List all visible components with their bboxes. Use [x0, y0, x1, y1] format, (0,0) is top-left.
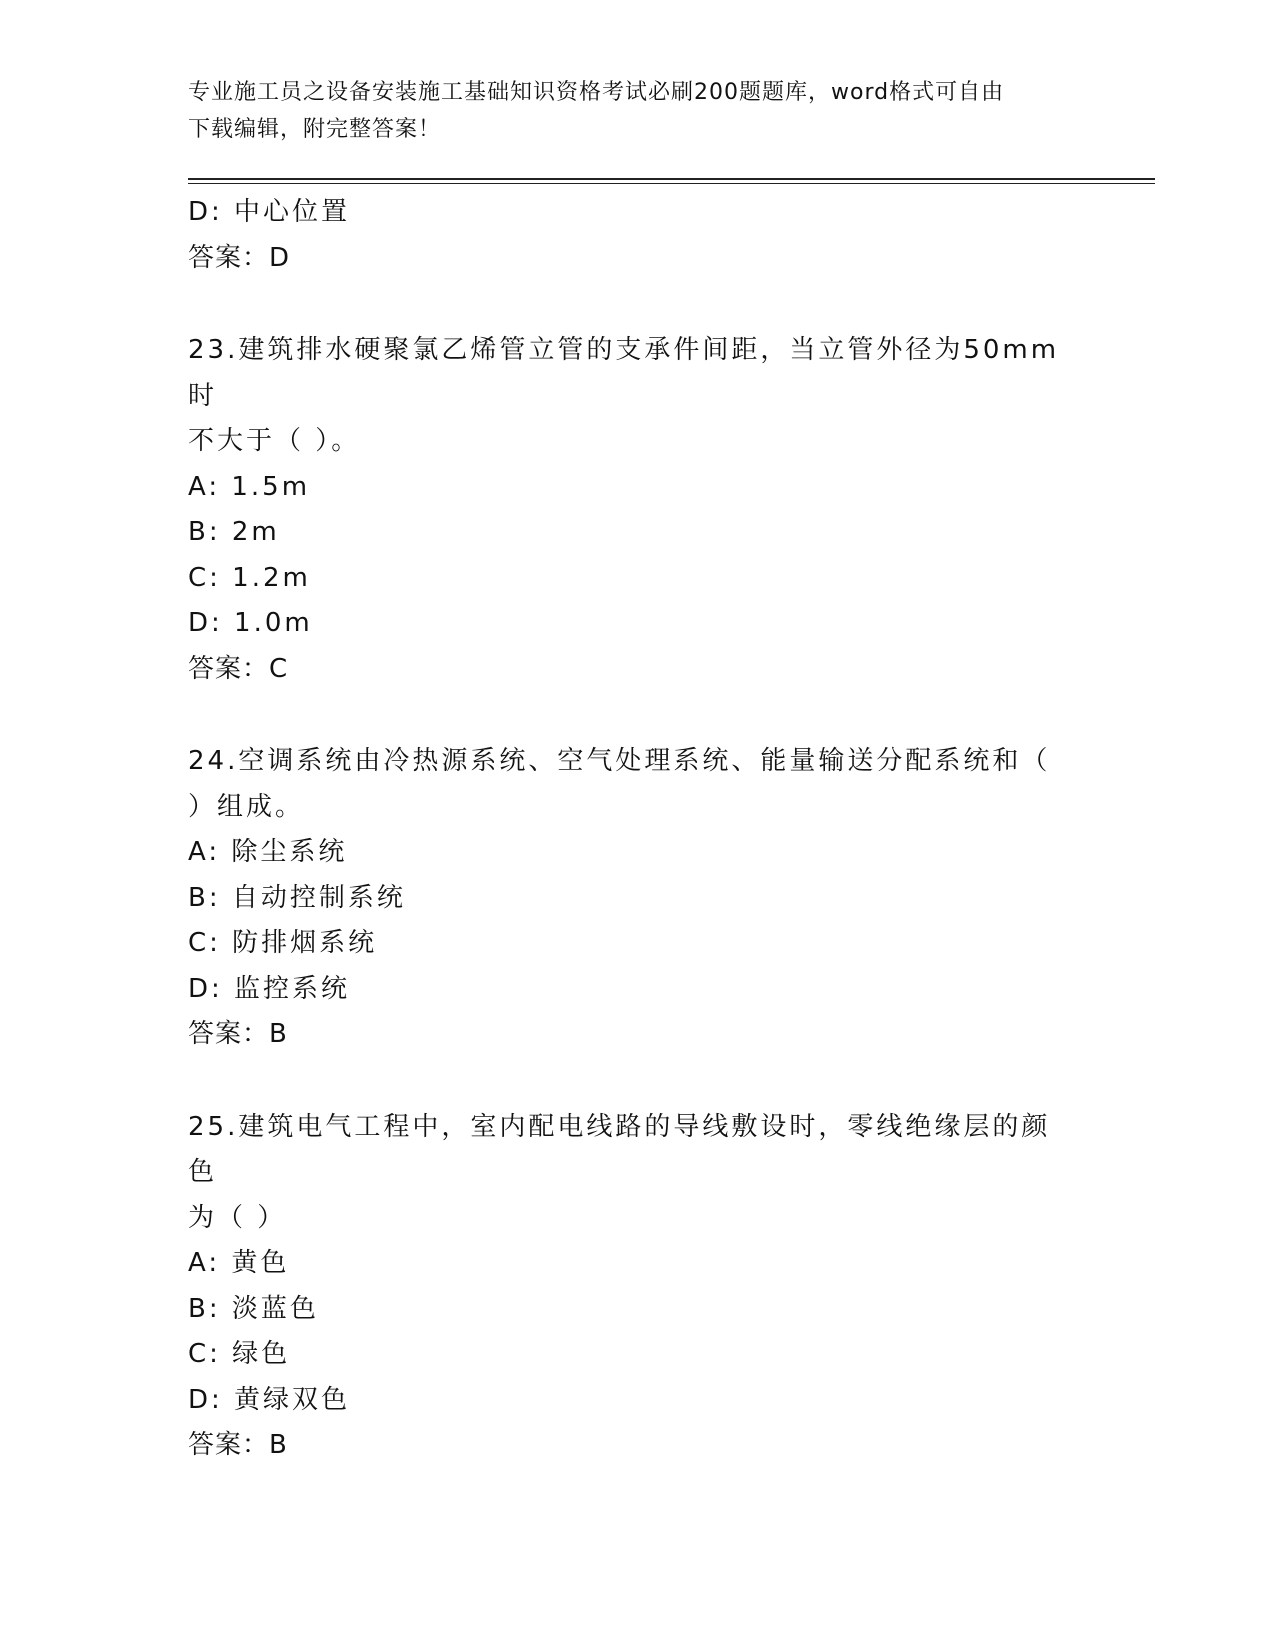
document-body — [188, 190, 1088, 1469]
option-d: D: 中心位置 — [188, 197, 351, 227]
header-divider-thick — [188, 178, 1155, 180]
question-text — [188, 328, 1068, 465]
option-c: C: 防排烟系统 — [188, 928, 378, 958]
answer-line: 答案：B — [188, 1019, 288, 1049]
question-25 — [188, 1105, 1088, 1469]
option-d: D: 黄绿双色 — [188, 1384, 351, 1415]
question-text-line-1: 25.建筑电气工程中，室内配电线路的导线敷设时，零线绝缘层的颜色 — [188, 1111, 1051, 1187]
question-text — [188, 1105, 1068, 1242]
question-23 — [188, 328, 1088, 692]
answer-line: 答案：C — [188, 653, 289, 684]
option-a: A: 黄色 — [188, 1248, 290, 1278]
header-line-2: 下载编辑，附完整答案！ — [188, 117, 442, 142]
header-divider-thin — [188, 183, 1155, 184]
option-d: D: 监控系统 — [188, 973, 351, 1004]
question-text-line-1: 24.空调系统由冷热源系统、空气处理系统、能量输送分配系统和（ — [188, 746, 1051, 776]
answer-line: 答案：D — [188, 242, 291, 273]
document-header — [188, 74, 1088, 148]
option-a: A: 除尘系统 — [188, 837, 348, 867]
answer-line: 答案：B — [188, 1430, 288, 1460]
option-c: C: 1.2m — [188, 562, 311, 593]
option-b: B: 2m — [188, 517, 280, 547]
option-d: D: 1.0m — [188, 608, 313, 638]
option-b: B: 淡蓝色 — [188, 1293, 319, 1324]
option-c: C: 绿色 — [188, 1339, 291, 1369]
question-text-line-2: 为（ ） — [188, 1202, 287, 1233]
question-text-line-2: ）组成。 — [188, 791, 305, 822]
header-line-1: 专业施工员之设备安装施工基础知识资格考试必刷200题题库，word格式可自由 — [188, 80, 1005, 105]
question-24 — [188, 739, 1088, 1058]
question-text-line-2: 不大于（ ）。 — [188, 426, 361, 456]
question-text-line-1: 23.建筑排水硬聚氯乙烯管立管的支承件间距，当立管外径为50mm时 — [188, 335, 1060, 411]
question-text — [188, 739, 1068, 830]
option-a: A: 1.5m — [188, 471, 311, 502]
previous-question-tail — [188, 190, 1088, 281]
option-b: B: 自动控制系统 — [188, 882, 406, 913]
